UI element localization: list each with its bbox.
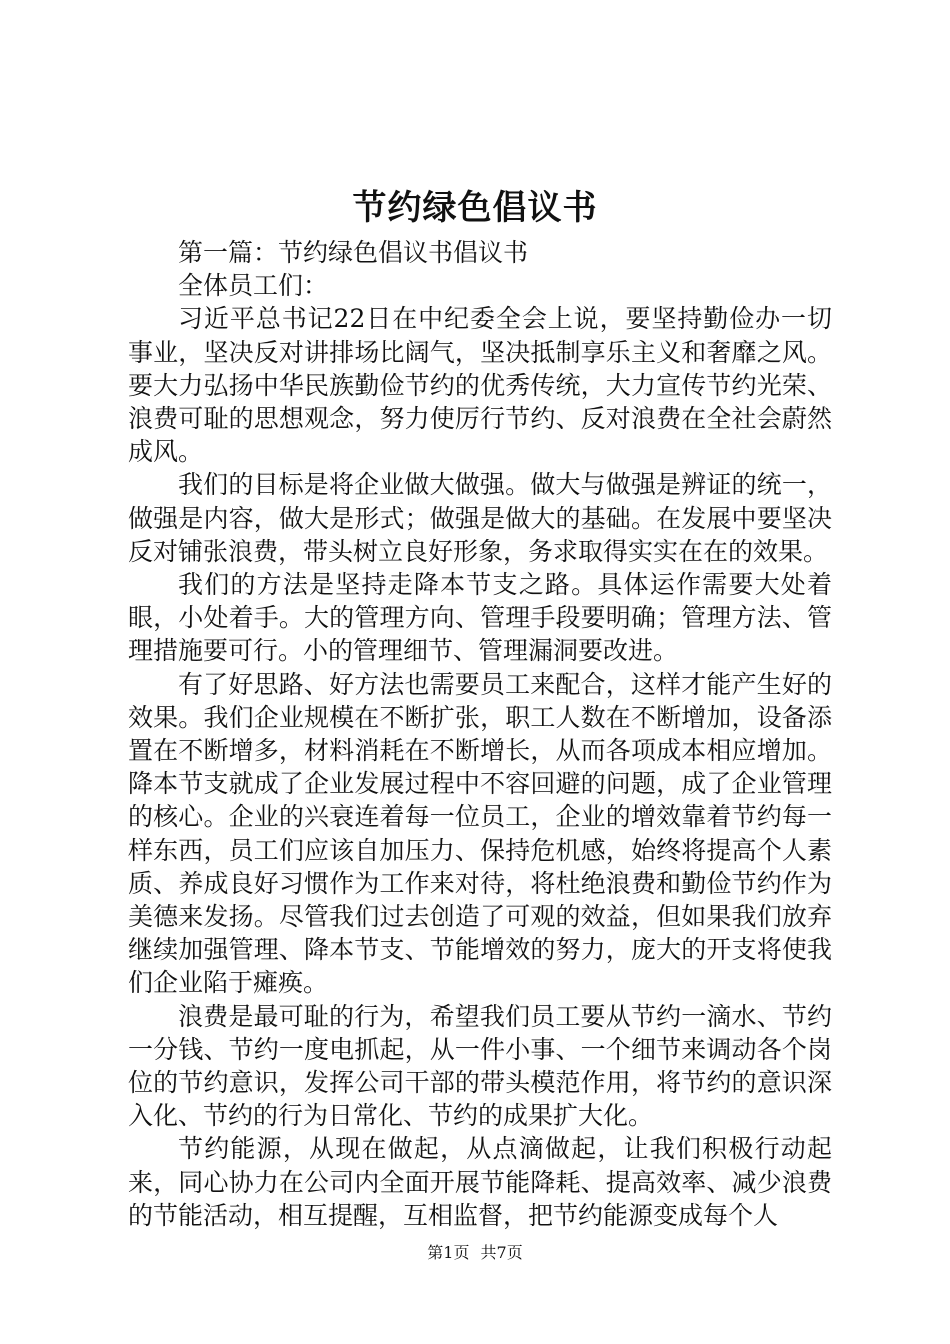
paragraph-6: 节约能源，从现在做起，从点滴做起，让我们积极行动起来，同心协力在公司内全面开展节能降耗、提高效率、减少浪费的节能活动，相互提醒，互相监督，把节约能源变成每个人 [128, 1134, 832, 1230]
page-number-current: 第1页 [427, 1243, 470, 1262]
paragraph-salutation: 全体员工们： [178, 271, 329, 301]
document-body [128, 236, 832, 1232]
document-title: 节约绿色倡议书 [352, 188, 598, 228]
page-number-total: 共7页 [480, 1243, 523, 1262]
page-footer [0, 1241, 950, 1265]
paragraph-2: 我们的目标是将企业做大做强。做大与做强是辨证的统一，做强是内容，做大是形式；做强是做大的基础。在发展中要坚决反对铺张浪费，带头树立良好形象，务求取得实实在在的效果。 [128, 470, 832, 566]
paragraph-5: 浪费是最可耻的行为，希望我们员工要从节约一滴水、节约一分钱、节约一度电抓起，从一件小事、一个细节来调动各个岗位的节约意识，发挥公司干部的带头模范作用，将节约的意识深入化、节约的行为日常化、节约的成果扩大化。 [128, 1001, 832, 1131]
paragraph-3: 我们的方法是坚持走降本节支之路。具体运作需要大处着眼，小处着手。大的管理方向、管理手段要明确；管理方法、管理措施要可行。小的管理细节、管理漏洞要改进。 [128, 570, 832, 666]
paragraph-heading: 第一篇：节约绿色倡议书倡议书 [178, 238, 529, 267]
paragraph-4: 有了好思路、好方法也需要员工来配合，这样才能产生好的效果。我们企业规模在不断扩张，职工人数在不断增加，设备添置在不断增多，材料消耗在不断增长，从而各项成本相应增加。降本节支就成了企业发展过程中不容回避的问题，成了企业管理的核心。企业的兴衰连着每一位员工，企业的增效靠着节约每一样东西，员工们应该自加压力、保持危机感，始终将提高个人素质、养成良好习惯作为工作来对待，将杜绝浪费和勤俭节约作为美德来发扬。尽管我们过去创造了可观的效益，但如果我们放弃继续加强管理、降本节支、节能增效的努力，庞大的开支将使我们企业陷于瘫痪。 [128, 669, 832, 998]
paragraph-1: 习近平总书记22日在中纪委全会上说，要坚持勤俭办一切事业，坚决反对讲排场比阔气，坚决抵制享乐主义和奢靡之风。要大力弘扬中华民族勤俭节约的优秀传统，大力宣传节约光荣、浪费可耻的思想观念，努力使厉行节约、反对浪费在全社会蔚然成风。 [128, 304, 832, 467]
